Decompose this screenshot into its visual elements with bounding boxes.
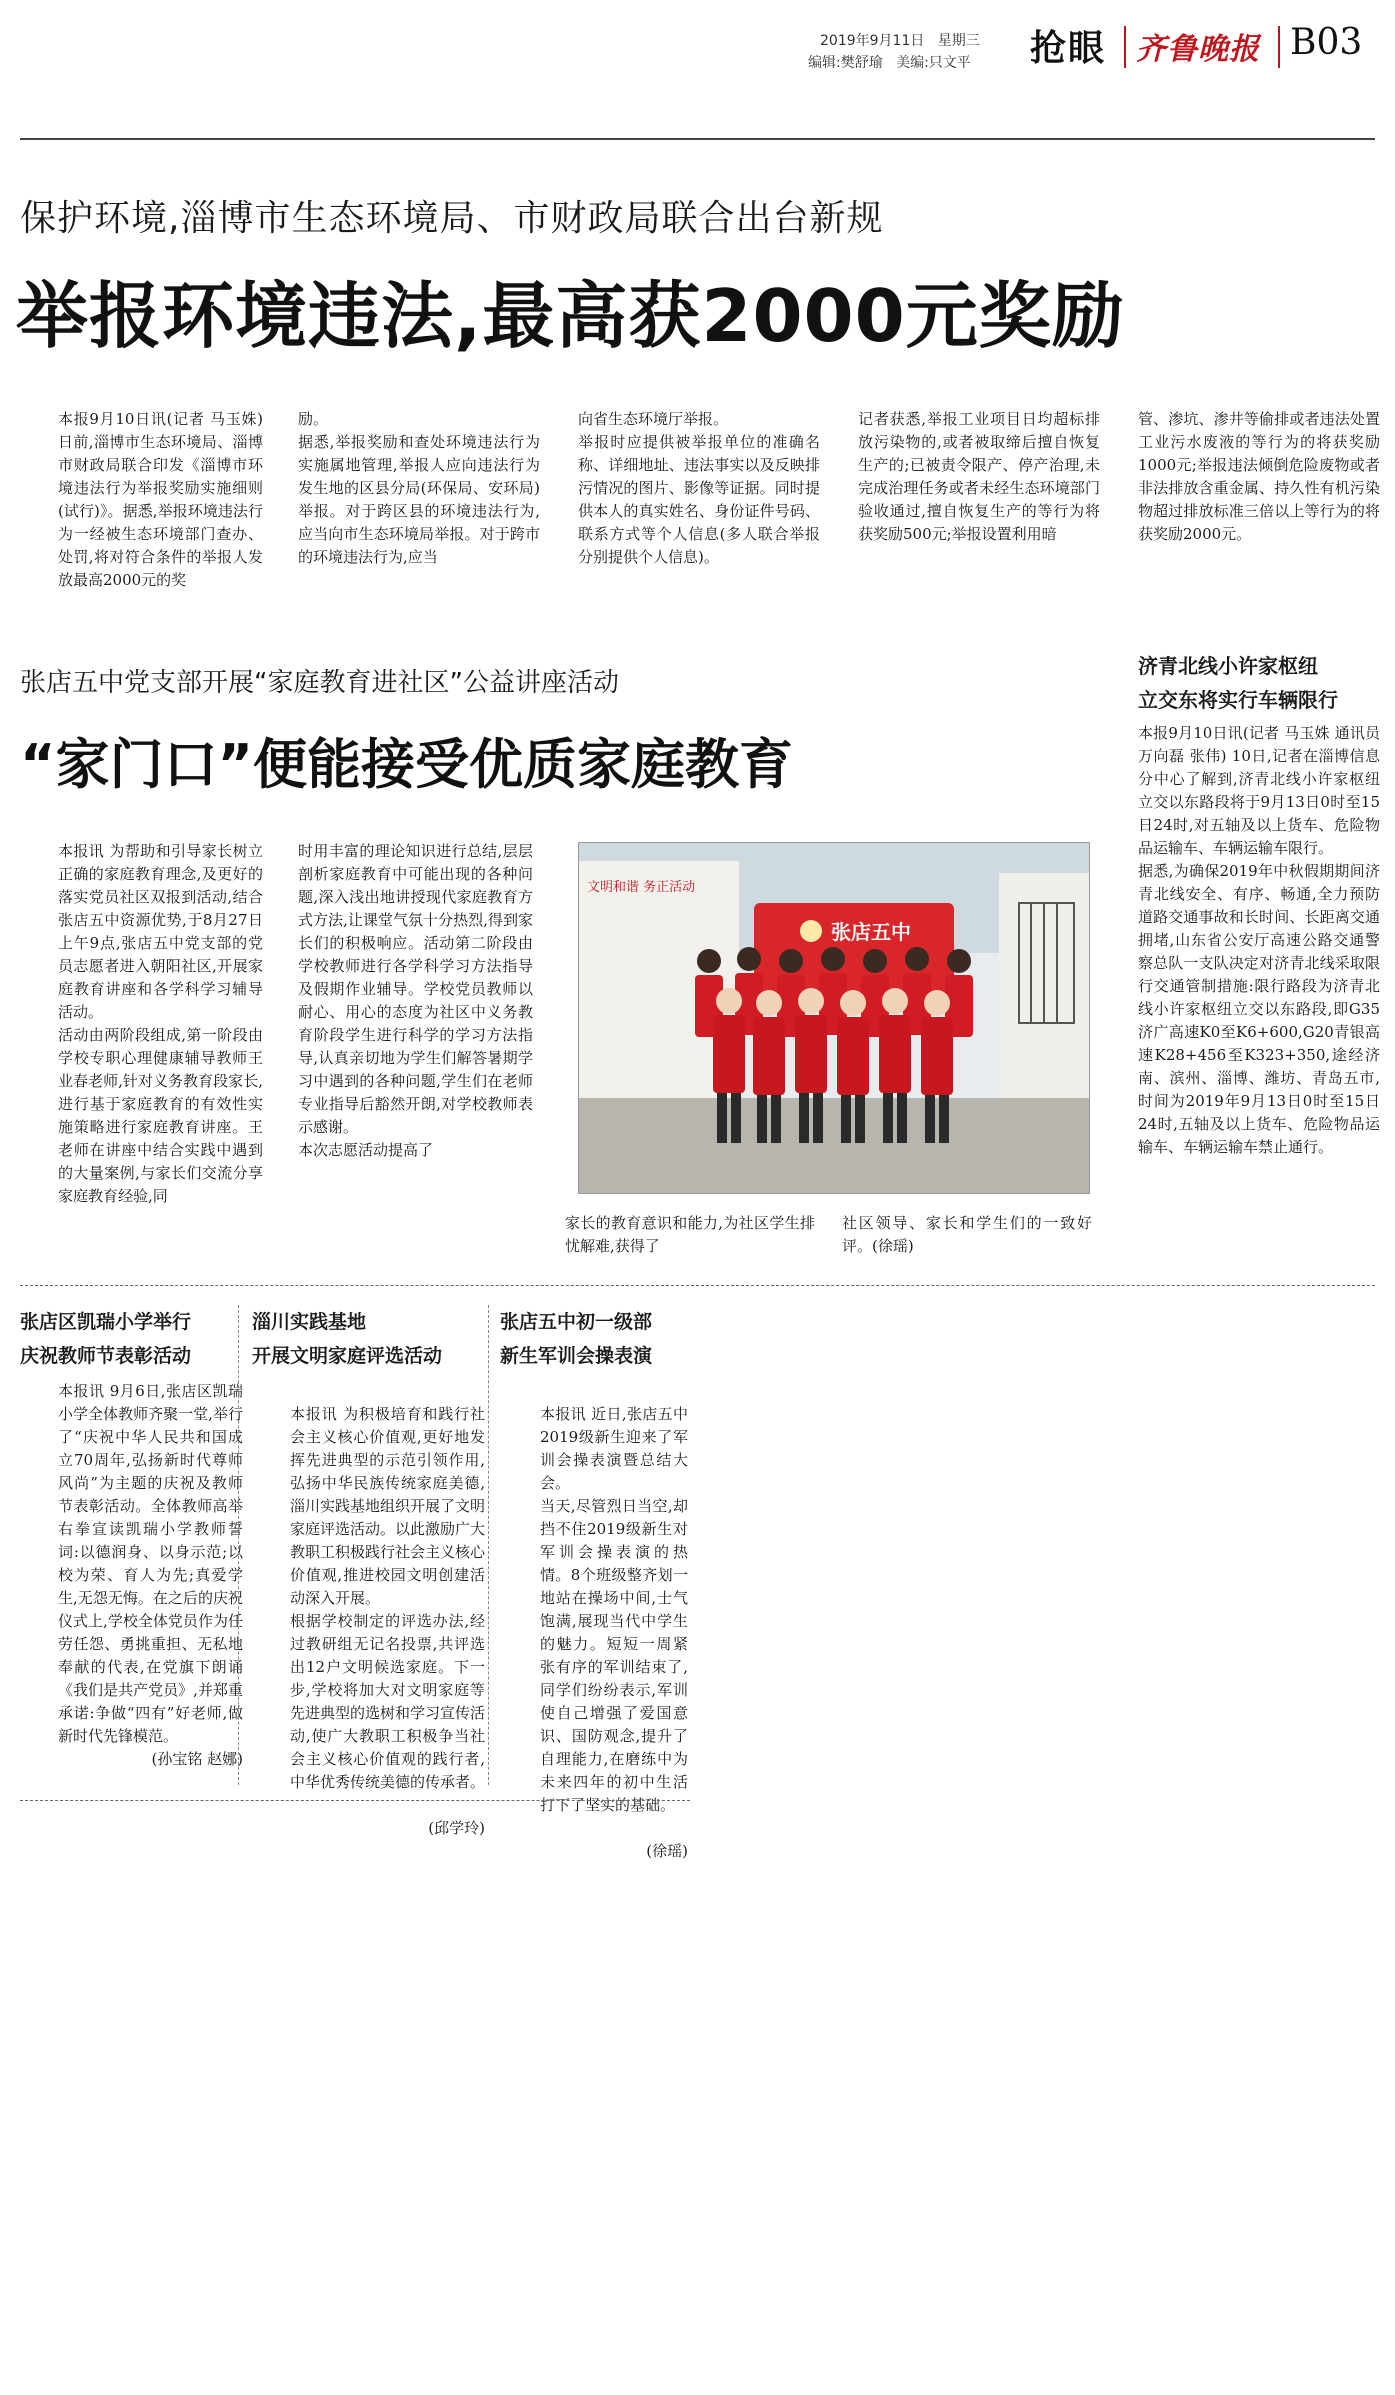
date: 2019年9月11日 bbox=[820, 33, 925, 49]
brief-divider-2 bbox=[488, 1305, 489, 1785]
family-text: 社区领导、家长和学生们的一致好评。(徐瑶) bbox=[842, 1214, 1092, 1255]
editor-line bbox=[808, 52, 971, 72]
header-divider-2 bbox=[1278, 26, 1280, 68]
brief3-title-2: 新生军训会操表演 bbox=[500, 1345, 653, 1367]
lead-headline: 举报环境违法,最高获2000元奖励 bbox=[16, 274, 1125, 358]
traffic-title-1: 济青北线小许家枢纽 bbox=[1138, 654, 1318, 678]
family-text: 家长的教育意识和能力,为社区学生排忧解难,获得了 bbox=[565, 1214, 815, 1255]
photo-banner-text: 张店五中 bbox=[831, 920, 911, 944]
family-col-3 bbox=[565, 1212, 815, 1262]
brief2-body bbox=[290, 1380, 486, 1837]
photo-wall-text: 文明和谐 务正活动 bbox=[587, 880, 696, 895]
lead-col-5 bbox=[1138, 408, 1380, 608]
family-col-2 bbox=[298, 840, 533, 1260]
lead-text: 励。 据悉,举报奖励和查处环境违法行为实施属地管理,举报人应向违法行为发生地的区县分局(环保局、安环局)举报。对于跨区县的环境违法行为,应当向市生态环境局举报。对于跨市的环境违法行为,应当 bbox=[298, 410, 540, 566]
brief3-body bbox=[540, 1380, 688, 1860]
weekday: 星期三 bbox=[937, 33, 980, 49]
brief2-title-2: 开展文明家庭评选活动 bbox=[252, 1345, 443, 1367]
editor: 编辑:樊舒瑜 bbox=[808, 55, 883, 71]
family-photo bbox=[578, 842, 1090, 1194]
brief1-title-1: 张店区凯瑞小学举行 bbox=[20, 1311, 192, 1333]
lead-col-3 bbox=[578, 408, 820, 608]
column-name: 抢眼 bbox=[1030, 28, 1107, 69]
lead-text: 记者获悉,举报工业项目日均超标排放污染物的,或者被取缔后擅自恢复生产的;已被责令限产、停产治理,未完成治理任务或者未经生态环境部门验收通过,擅自恢复生产的等行为将获奖励500元;举报设置利用暗 bbox=[858, 410, 1100, 543]
brief1-text: 本报讯 9月6日,张店区凯瑞小学全体教师齐聚一堂,举行了“庆祝中华人民共和国成立70周年,弘扬新时代尊师风尚”为主题的庆祝及教师节表彰活动。全体教师高举右拳宣读凯瑞小学教师誓词:以德润身、以身示范;以校为荣、育人为先;真爱学生,无怨无悔。在之后的庆祝仪式上,学校全体党员作为任劳任怨、勇挑重担、无私地奉献的代表,在党旗下朗诵《我们是共产党员》,并郑重承诺:争做“四有”好老师,做新时代先锋模范。 bbox=[58, 1382, 243, 1745]
brief2-title-1: 淄川实践基地 bbox=[252, 1311, 367, 1333]
lead-text: 本报9月10日讯(记者 马玉姝) 日前,淄博市生态环境局、淄博市财政局联合印发《淄博市环境违法行为举报奖励实施细则(试行)》。据悉,举报环境违法行为一经被生态环境部门查办、处罚,将对符合条件的举报人发放最高2000元的奖 bbox=[58, 410, 263, 589]
issue-date bbox=[820, 30, 980, 50]
header-rule bbox=[20, 138, 1375, 140]
lead-text: 向省生态环境厅举报。 举报时应提供被举报单位的准确名称、详细地址、违法事实以及反映排污情况的图片、影像等证据。同时提供本人的真实姓名、身份证件号码、联系方式等个人信息(多人联合举报分别提供个人信息)。 bbox=[578, 410, 820, 566]
family-kicker: 张店五中党支部开展“家庭教育进社区”公益讲座活动 bbox=[20, 668, 619, 698]
brief3-byline: (徐瑶) bbox=[646, 1842, 688, 1860]
lead-kicker: 保护环境,淄博市生态环境局、市财政局联合出台新规 bbox=[20, 198, 884, 239]
bottom-divider bbox=[20, 1800, 690, 1801]
traffic-body bbox=[1138, 722, 1380, 1262]
brief1-byline: (孙宝铭 赵娜) bbox=[151, 1750, 243, 1768]
family-col-4 bbox=[842, 1212, 1092, 1262]
lead-col-4 bbox=[858, 408, 1100, 608]
lead-col-2 bbox=[298, 408, 540, 608]
section-divider bbox=[20, 1285, 1375, 1286]
page-number: B03 bbox=[1290, 22, 1363, 63]
header-divider-1 bbox=[1124, 26, 1126, 68]
brief-divider-1 bbox=[238, 1305, 239, 1785]
family-text: 本报讯 为帮助和引导家长树立正确的家庭教育理念,及更好的落实党员社区双报到活动,结合张店五中资源优势,于8月27日上午9点,张店五中党支部的党员志愿者进入朝阳社区,开展家庭教育讲座和各学科学习辅导活动。 活动由两阶段组成,第一阶段由学校专职心理健康辅导教师王业春老师,针对义务教育段家长,进行基于家庭教育的有效性实施策略进行家庭教育讲座。王老师在讲座中结合实践中遇到的大量案例,与家长们交流分享家庭教育经验,同 bbox=[58, 842, 263, 1205]
family-text: 时用丰富的理论知识进行总结,层层剖析家庭教育中可能出现的各种问题,深入浅出地讲授现代家庭教育方式方法,让课堂气氛十分热烈,得到家长们的积极响应。活动第二阶段由学校教师进行各学科学习方法指导及假期作业辅导。学校党员教师以耐心、用心的态度为社区中义务教育阶段学生进行科学的学习方法指导,认真亲切地为学生们解答暑期学习中遇到的各种问题,学生们在老师专业指导后豁然开朗,对学校教师表示感谢。 本次志愿活动提高了 bbox=[298, 842, 533, 1159]
brief1-title-2: 庆祝教师节表彰活动 bbox=[20, 1345, 192, 1367]
brief2-text: 本报讯 为积极培育和践行社会主义核心价值观,更好地发挥先进典型的示范引领作用,弘扬中华民族传统家庭美德,淄川实践基地组织开展了文明家庭评选活动。以此激励广大教职工积极践行社会主义核心价值观,推进校园文明创建活动深入开展。 根据学校制定的评选办法,经过教研组无记名投票,共评选出12户文明候选家庭。下一步,学校将加大对文明家庭等先进典型的选树和学习宣传活动,使广大教职工积极争当社会主义核心价值观的践行者,中华优秀传统美德的传承者。 bbox=[290, 1405, 486, 1791]
paper-logo: 齐鲁晚报 bbox=[1136, 32, 1260, 67]
brief2-byline: (邱学玲) bbox=[428, 1819, 485, 1837]
brief1-body bbox=[58, 1380, 243, 1780]
designer: 美编:只文平 bbox=[896, 55, 971, 71]
lead-text: 管、渗坑、渗井等偷排或者违法处置工业污水废液的等行为的将获奖励1000元;举报违法倾倒危险废物或者非法排放含重金属、持久性有机污染物超过排放标准三倍以上等行为的将获奖励2000元。 bbox=[1138, 410, 1380, 543]
traffic-text: 本报9月10日讯(记者 马玉姝 通讯员 万向磊 张伟) 10日,记者在淄博信息分中心了解到,济青北线小许家枢纽立交以东路段将于9月13日0时至15日24时,对五轴及以上货车、危险物品运输车、车辆运输车限行。 据悉,为确保2019年中秋假期期间济青北线安全、有序、畅通,全力预防道路交通事故和长时间、长距离交通拥堵,山东省公安厅高速公路交通警察总队一支队决定对济青北线采取限行交通管制措施:限行路段为济青北线小许家枢纽立交以东路段,即G35济广高速K0至K6+600,G20青银高速K28+456至K323+350,途经济南、滨州、淄博、潍坊、青岛五市,时间为2019年9月13日0时至15日24时,五轴及以上货车、危险物品运输车、车辆运输车禁止通行。 bbox=[1138, 724, 1380, 1156]
brief3-text: 本报讯 近日,张店五中2019级新生迎来了军训会操表演暨总结大会。 当天,尽管烈日当空,却挡不住2019级新生对军训会操表演的热情。8个班级整齐划一地站在操场中间,士气饱满,展现当代中学生的魅力。短短一周紧张有序的军训结束了,同学们纷纷表示,军训使自己增强了爱国意识、国防观念,提升了自理能力,在磨练中为未来四年的初中生活打下了坚实的基础。 bbox=[540, 1405, 688, 1814]
lead-col-1 bbox=[58, 408, 263, 608]
family-col-1 bbox=[58, 840, 263, 1260]
photo-svg bbox=[579, 843, 1089, 1193]
brief3-title-1: 张店五中初一级部 bbox=[500, 1311, 653, 1333]
family-headline: “家门口”便能接受优质家庭教育 bbox=[20, 733, 793, 796]
traffic-title-2: 立交东将实行车辆限行 bbox=[1138, 688, 1338, 712]
